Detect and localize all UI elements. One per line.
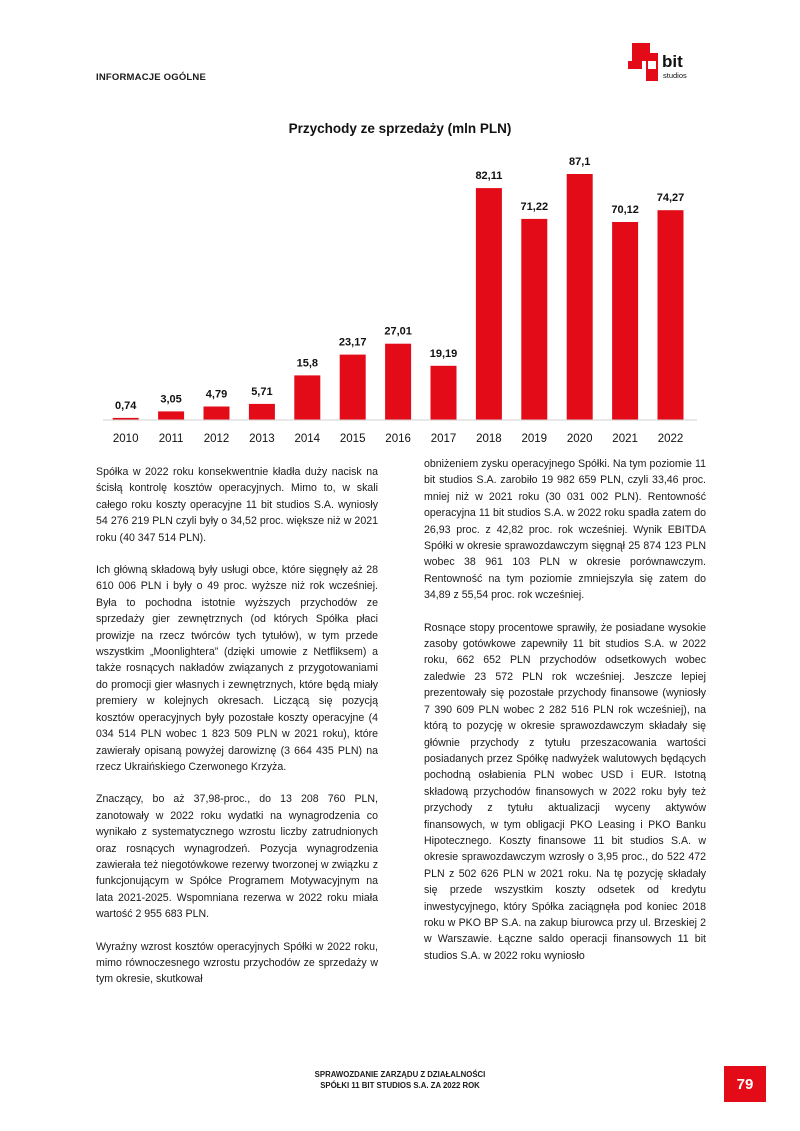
- paragraph: Znaczący, bo aż 37,98-proc., do 13 208 760 PLN, zanotowały w 2022 roku wydatki na wynagrodzenia co wynikało z systematycznego wzrostu liczby zatrudnionych oraz rosnących wynagrodzeń. Pozycja wynagrodzenia zawierała też niegotówkowe rezerwy tworzonej w związku z funkcjonującym w Spółce Programem Motywacyjnym na lata 2021-2025. Wspomniana rezerwa w 2022 roku miała wartość 2 955 683 PLN.: [96, 793, 378, 921]
- bar-2014: [294, 375, 320, 420]
- bar-2022: [658, 210, 684, 420]
- x-tick-label: 2018: [476, 433, 502, 445]
- footer-line-2: SPÓŁKI 11 BIT STUDIOS S.A. ZA 2022 ROK: [320, 1081, 480, 1090]
- chart-title: Przychody ze sprzedaży (mln PLN): [288, 121, 512, 136]
- x-tick-label: 2021: [612, 433, 638, 445]
- x-tick-label: 2017: [430, 433, 457, 445]
- data-label: 3,05: [160, 393, 182, 406]
- x-tick-label: 2015: [339, 433, 366, 445]
- x-tick-label: 2012: [203, 433, 230, 445]
- data-label: 23,17: [338, 336, 367, 349]
- bar-2012: [204, 407, 230, 421]
- bar-2019: [521, 219, 547, 420]
- text-column-right: [424, 456, 706, 980]
- x-tick-label: 2016: [385, 433, 411, 445]
- paragraph: Rosnące stopy procentowe sprawiły, że posiadane wysokie zasoby gotówkowe zapewniły 11 bit studios S.A. w 2022 roku, 662 652 PLN przychodów odsetkowych wobec zaledwie 23 572 PLN rok wcześniej. Jeszcze lepiej prezentowały się pozostałe przychody finansowe (wyniosły 7 390 609 PLN wobec 2 282 516 PLN rok wcześniej), na którą to pozycję w okresie sprawozdawczym składały się głównie przychody z tytułu przeszacowania wartości posiadanych przez Spółkę nadwyżek walutowych będących pochodną osłabienia PLN wobec USD i EUR. Istotną składową przychodów finansowych w 2022 roku były też przychody z tytułu aktualizacji wyceny aktywów finansowych, w tym obligacji PKO Leasing i PKO Banku Hipotecznego. Koszty finansowe 11 bit studios S.A. w okresie sprawozdawczym wzrosły o 3,95 proc., do 522 472 PLN z 502 626 PLN w 2021 roku. Na tę pozycję składały się przede wszystkim koszty odsetek od kredytu inwestycyjnego, który Spółka zaciągnęła pod koniec 2018 roku w PKO BP S.A. na zakup biurowca przy ul. Brzeskiej 2 w Warszawie. Łączne saldo operacji finansowych 11 bit studios S.A. w 2022 roku wyniosło: [424, 621, 706, 962]
- data-label: 19,19: [429, 347, 458, 360]
- company-logo: [628, 41, 708, 83]
- paragraph: Spółka w 2022 roku konsekwentnie kładła duży nacisk na ścisłą kontrolę kosztów operacyjnych. Mimo to, w skali całego roku koszty operacyjne 11 bit studios S.A. wyniosły 54 276 219 PLN czyli były o 34,52 proc. większe niż w 2021 roku (40 347 514 PLN).: [96, 466, 378, 544]
- footer: [0, 1069, 800, 1091]
- x-tick-label: 2020: [566, 433, 593, 445]
- footer-line-1: SPRAWOZDANIE ZARZĄDU Z DZIAŁALNOŚCI: [314, 1070, 486, 1079]
- x-tick-label: 2014: [294, 433, 321, 445]
- x-tick-label: 2011: [158, 433, 184, 445]
- bar-2015: [340, 355, 366, 420]
- paragraph: Wyraźny wzrost kosztów operacyjnych Spółki w 2022 roku, mimo równoczesnego wzrostu przychodów ze sprzedaży w tym okresie, skutkował: [96, 940, 378, 986]
- data-label: 4,79: [205, 388, 228, 401]
- data-label: 0,74: [114, 399, 137, 412]
- data-label: 82,11: [475, 170, 503, 183]
- bar-2016: [385, 344, 411, 420]
- bar-2011: [158, 411, 184, 420]
- data-label: 74,27: [656, 192, 685, 205]
- bar-2010: [113, 418, 139, 420]
- paragraph: Ich główną składową były usługi obce, które sięgnęły aż 28 610 006 PLN i były o 49 proc. wyższe niż rok wcześniej. Była to pochodna istotnie wyższych przychodów ze sprzedaży gier zewnętrznych (od których Spółka płaci prowizje na rzecz twórców tych tytułów), w tym przede wszystkim „Moonlightera” (dzięki umowie z Netfliksem) a także rosnących nakładów związanych z przygotowaniami do promocji gier własnych i zewnętrznych, które będą miały premiery w kolejnych okresach. Liczącą się pozycją kosztów operacyjnych były pozostałe koszty operacyjne (4 034 514 PLN wobec 1 823 509 PLN w 2021 roku), które zawierały opisaną powyżej darowiznę (3 664 435 PLN) na rzecz Ukraińskiego Czerwonego Krzyża.: [96, 564, 378, 773]
- text-column-left: [96, 464, 378, 1004]
- data-label: 70,12: [611, 204, 639, 216]
- data-label: 87,1: [568, 156, 591, 168]
- logo-mark-icon: [628, 43, 658, 81]
- page-number: 79: [724, 1066, 766, 1102]
- section-label: INFORMACJE OGÓLNE: [96, 72, 207, 83]
- data-label: 27,01: [384, 325, 412, 338]
- paragraph: obniżeniem zysku operacyjnego Spółki. Na tym poziomie 11 bit studios S.A. zarobiło 19 982 659 PLN, czyli 33,46 proc. mniej niż w 2021 roku (30 031 002 PLN). Rentowność operacyjna 11 bit studios S.A. w 2022 roku spadła zatem do 26,93 proc. z 42,82 proc. rok wcześniej. Wynik EBITDA Spółki w okresie sprawozdawczym sięgnął 25 874 123 PLN wobec 38 961 103 PLN w okresie porównawczym. Rentowność na tym poziomie zmniejszyła się zatem do 34,89 z 55,54 proc. rok wcześniej.: [424, 458, 706, 602]
- bar-2013: [249, 404, 275, 420]
- logo-text: bit: [662, 52, 683, 71]
- data-label: 15,8: [296, 357, 319, 370]
- bar-2020: [567, 174, 593, 420]
- x-tick-label: 2010: [112, 433, 139, 445]
- x-tick-label: 2022: [657, 433, 684, 445]
- bar-2021: [612, 222, 638, 420]
- data-label: 71,22: [520, 200, 549, 213]
- x-tick-label: 2013: [249, 433, 275, 445]
- bar-2017: [431, 366, 457, 420]
- bar-2018: [476, 188, 502, 420]
- logo-subtext: studios: [663, 71, 687, 80]
- data-label: 5,71: [251, 385, 273, 398]
- x-tick-label: 2019: [521, 433, 548, 445]
